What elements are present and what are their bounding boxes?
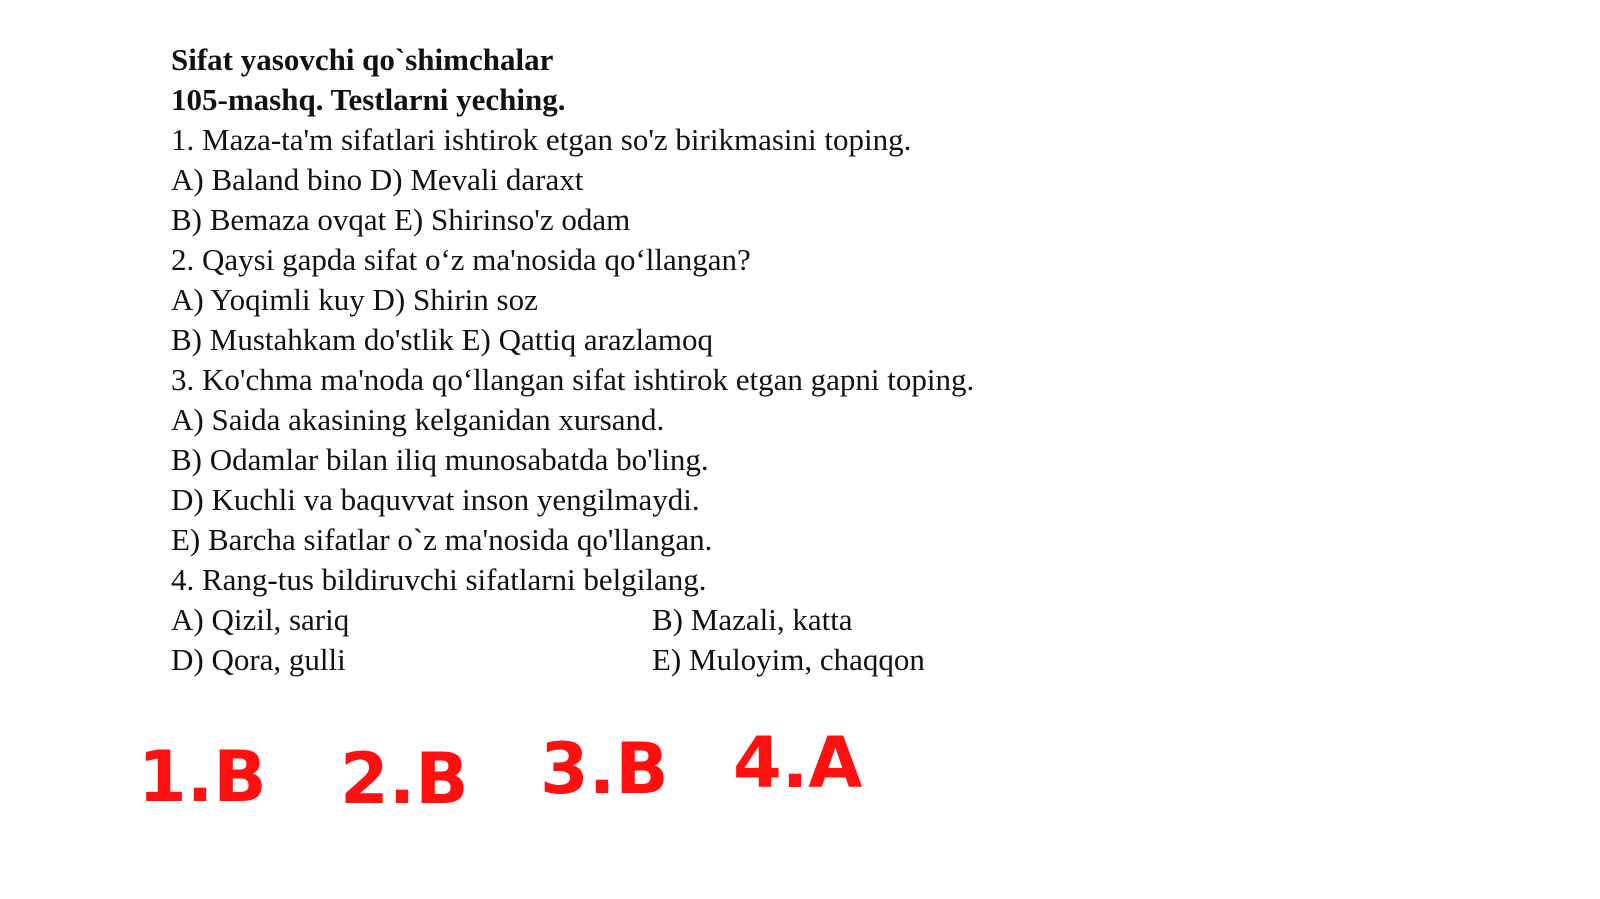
question-3-option-b: B) Odamlar bilan iliq munosabatda bo'ling. bbox=[171, 442, 709, 477]
answer-4: 4.A bbox=[733, 722, 863, 804]
exercise-heading: 105-mashq. Testlarni yeching. bbox=[171, 82, 566, 117]
question-4: 4. Rang-tus bildiruvchi sifatlarni belgilang. bbox=[171, 562, 707, 597]
answer-2: 2.B bbox=[340, 738, 469, 820]
question-2-options-row-2: B) Mustahkam do'stlik E) Qattiq arazlamoq bbox=[171, 322, 713, 357]
question-4-option-a: A) Qizil, sariq bbox=[171, 602, 350, 637]
question-1-options-row-2: B) Bemaza ovqat E) Shirinso'z odam bbox=[171, 202, 631, 237]
question-2: 2. Qaysi gapda sifat o‘z ma'nosida qo‘llangan? bbox=[171, 242, 751, 277]
question-3-option-d: D) Kuchli va baquvvat inson yengilmaydi. bbox=[171, 482, 700, 517]
question-1: 1. Maza-ta'm sifatlari ishtirok etgan so'z birikmasini toping. bbox=[171, 122, 912, 157]
question-3-option-a: A) Saida akasining kelganidan xursand. bbox=[171, 402, 665, 437]
page-title: Sifat yasovchi qo`shimchalar bbox=[171, 42, 554, 77]
question-4-options-row-1 bbox=[171, 600, 1171, 640]
question-3-option-e: E) Barcha sifatlar o`z ma'nosida qo'llangan. bbox=[171, 522, 713, 557]
answer-3: 3.B bbox=[540, 728, 669, 810]
question-1-options-row-1: A) Baland bino D) Mevali daraxt bbox=[171, 162, 584, 197]
question-3: 3. Ko'chma ma'noda qo‘llangan sifat ishtirok etgan gapni toping. bbox=[171, 362, 975, 397]
question-4-option-d: D) Qora, gulli bbox=[171, 642, 346, 677]
question-4-option-e: E) Muloyim, chaqqon bbox=[652, 642, 925, 677]
question-4-options-row-2 bbox=[171, 640, 1171, 680]
document-body bbox=[171, 40, 1171, 680]
question-4-option-b: B) Mazali, katta bbox=[652, 602, 853, 637]
answer-1: 1.B bbox=[138, 736, 267, 818]
question-2-options-row-1: A) Yoqimli kuy D) Shirin soz bbox=[171, 282, 538, 317]
